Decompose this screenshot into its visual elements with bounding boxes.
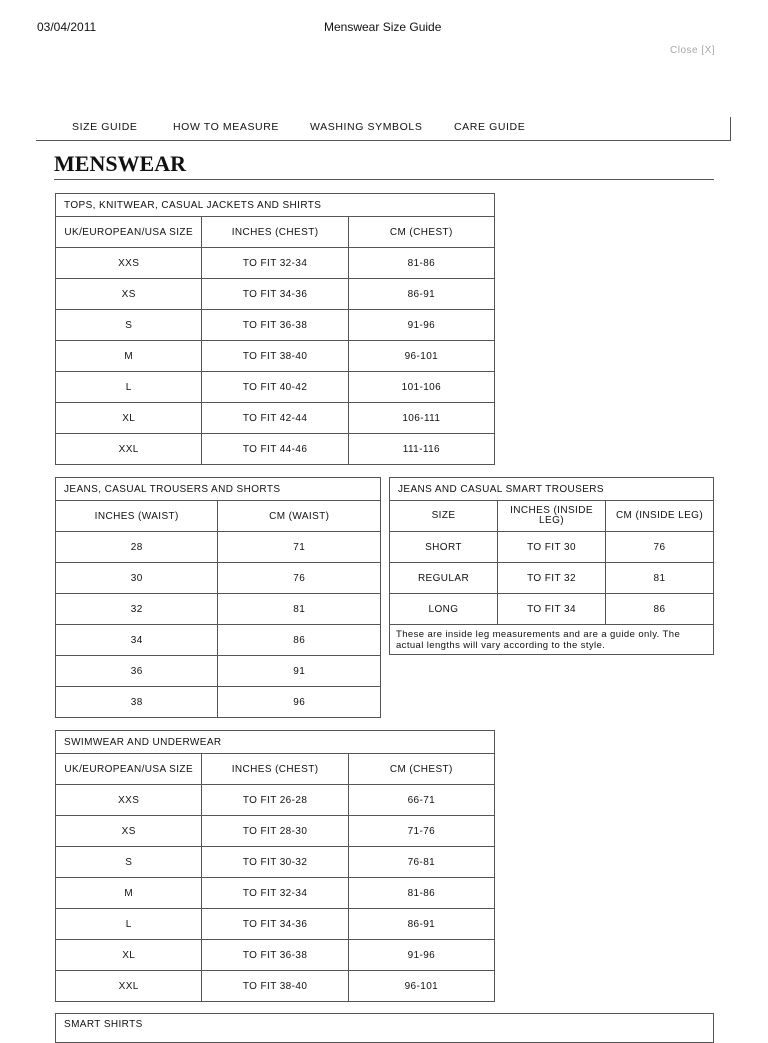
table-row	[390, 563, 714, 594]
table-cell: XXS	[56, 785, 202, 816]
table-cell: TO FIT 38-40	[202, 971, 348, 1002]
table-cell: 71	[218, 532, 381, 563]
table-header-row	[56, 217, 495, 248]
table-cell: XXL	[56, 971, 202, 1002]
table-header-row	[56, 754, 495, 785]
table-cell: TO FIT 32	[498, 563, 606, 594]
table-cell: 71-76	[348, 816, 494, 847]
table-cell: 96-101	[348, 341, 494, 372]
print-date: 03/04/2011	[37, 20, 97, 34]
table-cell: M	[56, 878, 202, 909]
table-cell: 86-91	[348, 279, 494, 310]
table-row	[56, 594, 381, 625]
table-caption-row	[390, 478, 714, 501]
table-cell: XS	[56, 279, 202, 310]
table-cell: 66-71	[348, 785, 494, 816]
table-cell: S	[56, 847, 202, 878]
tops-size-table	[55, 193, 495, 465]
table-cell: 106-111	[348, 403, 494, 434]
table-cell: 91	[218, 656, 381, 687]
table-cell: TO FIT 44-46	[202, 434, 348, 465]
column-header: CM (WAIST)	[218, 501, 381, 532]
column-header: SIZE	[390, 501, 498, 532]
column-header: INCHES (CHEST)	[202, 754, 348, 785]
table-row	[56, 279, 495, 310]
table-row	[56, 940, 495, 971]
swimwear-size-table	[55, 730, 495, 1002]
table-row	[56, 434, 495, 465]
column-header: CM (INSIDE LEG)	[606, 501, 714, 532]
tab-navigation	[36, 117, 731, 141]
table-row	[56, 687, 381, 718]
table-cell: TO FIT 40-42	[202, 372, 348, 403]
table-cell: 86-91	[348, 909, 494, 940]
table-cell: L	[56, 372, 202, 403]
table-cell: M	[56, 341, 202, 372]
tab-care-guide[interactable]: CARE GUIDE	[454, 121, 526, 133]
table-cell: TO FIT 26-28	[202, 785, 348, 816]
table-cell: 38	[56, 687, 218, 718]
table-cell: TO FIT 30-32	[202, 847, 348, 878]
table-caption-row	[56, 731, 495, 754]
table-caption: SWIMWEAR AND UNDERWEAR	[56, 731, 495, 754]
table-cell: TO FIT 42-44	[202, 403, 348, 434]
table-cell: TO FIT 30	[498, 532, 606, 563]
column-header: CM (CHEST)	[348, 217, 494, 248]
table-row	[56, 847, 495, 878]
table-cell: TO FIT 34-36	[202, 279, 348, 310]
column-header: INCHES (WAIST)	[56, 501, 218, 532]
table-row	[390, 532, 714, 563]
table-row	[56, 971, 495, 1002]
smart-shirts-table-caption: SMART SHIRTS	[55, 1013, 714, 1043]
table-row	[56, 248, 495, 279]
table-row	[56, 656, 381, 687]
table-cell: 91-96	[348, 940, 494, 971]
table-cell: 32	[56, 594, 218, 625]
table-cell: TO FIT 36-38	[202, 310, 348, 341]
close-link[interactable]: Close [X]	[670, 45, 716, 56]
table-row	[56, 341, 495, 372]
table-cell: 96-101	[348, 971, 494, 1002]
column-header: INCHES (INSIDE LEG)	[498, 501, 606, 532]
table-cell: SHORT	[390, 532, 498, 563]
table-cell: 81	[606, 563, 714, 594]
table-cell: 86	[606, 594, 714, 625]
table-cell: XXL	[56, 434, 202, 465]
table-cell: XL	[56, 940, 202, 971]
table-cell: 96	[218, 687, 381, 718]
table-cell: REGULAR	[390, 563, 498, 594]
table-cell: LONG	[390, 594, 498, 625]
table-cell: TO FIT 32-34	[202, 248, 348, 279]
table-row	[390, 594, 714, 625]
jeans-inside-leg-table	[389, 477, 714, 655]
table-cell: 101-106	[348, 372, 494, 403]
table-cell: 91-96	[348, 310, 494, 341]
table-header-row	[56, 501, 381, 532]
document-title: Menswear Size Guide	[324, 20, 442, 34]
table-caption-row	[56, 478, 381, 501]
tab-size-guide[interactable]: SIZE GUIDE	[72, 121, 138, 133]
table-cell: TO FIT 28-30	[202, 816, 348, 847]
table-cell: TO FIT 34	[498, 594, 606, 625]
table-cell: L	[56, 909, 202, 940]
table-cell: 81-86	[348, 248, 494, 279]
table-row	[56, 310, 495, 341]
table-cell: XL	[56, 403, 202, 434]
tab-how-to-measure[interactable]: HOW TO MEASURE	[173, 121, 280, 133]
table-cell: 81-86	[348, 878, 494, 909]
table-cell: XS	[56, 816, 202, 847]
table-cell: S	[56, 310, 202, 341]
page-title: MENSWEAR	[54, 150, 714, 180]
table-row	[56, 878, 495, 909]
column-header: UK/EUROPEAN/USA SIZE	[56, 217, 202, 248]
column-header: CM (CHEST)	[348, 754, 494, 785]
jeans-waist-size-table	[55, 477, 381, 718]
table-row	[56, 563, 381, 594]
column-header: UK/EUROPEAN/USA SIZE	[56, 754, 202, 785]
table-cell: 36	[56, 656, 218, 687]
table-cell: 30	[56, 563, 218, 594]
table-caption: JEANS, CASUAL TROUSERS AND SHORTS	[56, 478, 381, 501]
table-note-row	[390, 625, 714, 655]
table-note: These are inside leg measurements and are a guide only. The actual lengths will vary according to the style.	[390, 625, 714, 655]
table-header-row	[390, 501, 714, 532]
table-cell: 28	[56, 532, 218, 563]
table-cell: TO FIT 32-34	[202, 878, 348, 909]
table-cell: 86	[218, 625, 381, 656]
table-caption-row	[56, 194, 495, 217]
table-cell: TO FIT 36-38	[202, 940, 348, 971]
table-cell: XXS	[56, 248, 202, 279]
table-caption: JEANS AND CASUAL SMART TROUSERS	[390, 478, 714, 501]
table-cell: 76-81	[348, 847, 494, 878]
table-row	[56, 532, 381, 563]
table-row	[56, 372, 495, 403]
table-row	[56, 909, 495, 940]
table-cell: 81	[218, 594, 381, 625]
table-row	[56, 816, 495, 847]
column-header: INCHES (CHEST)	[202, 217, 348, 248]
table-cell: TO FIT 34-36	[202, 909, 348, 940]
table-cell: 76	[218, 563, 381, 594]
table-row	[56, 625, 381, 656]
table-cell: 34	[56, 625, 218, 656]
tab-washing-symbols[interactable]: WASHING SYMBOLS	[310, 121, 423, 133]
table-cell: 76	[606, 532, 714, 563]
table-cell: TO FIT 38-40	[202, 341, 348, 372]
table-cell: 111-116	[348, 434, 494, 465]
table-row	[56, 403, 495, 434]
table-caption: TOPS, KNITWEAR, CASUAL JACKETS AND SHIRTS	[56, 194, 495, 217]
table-row	[56, 785, 495, 816]
